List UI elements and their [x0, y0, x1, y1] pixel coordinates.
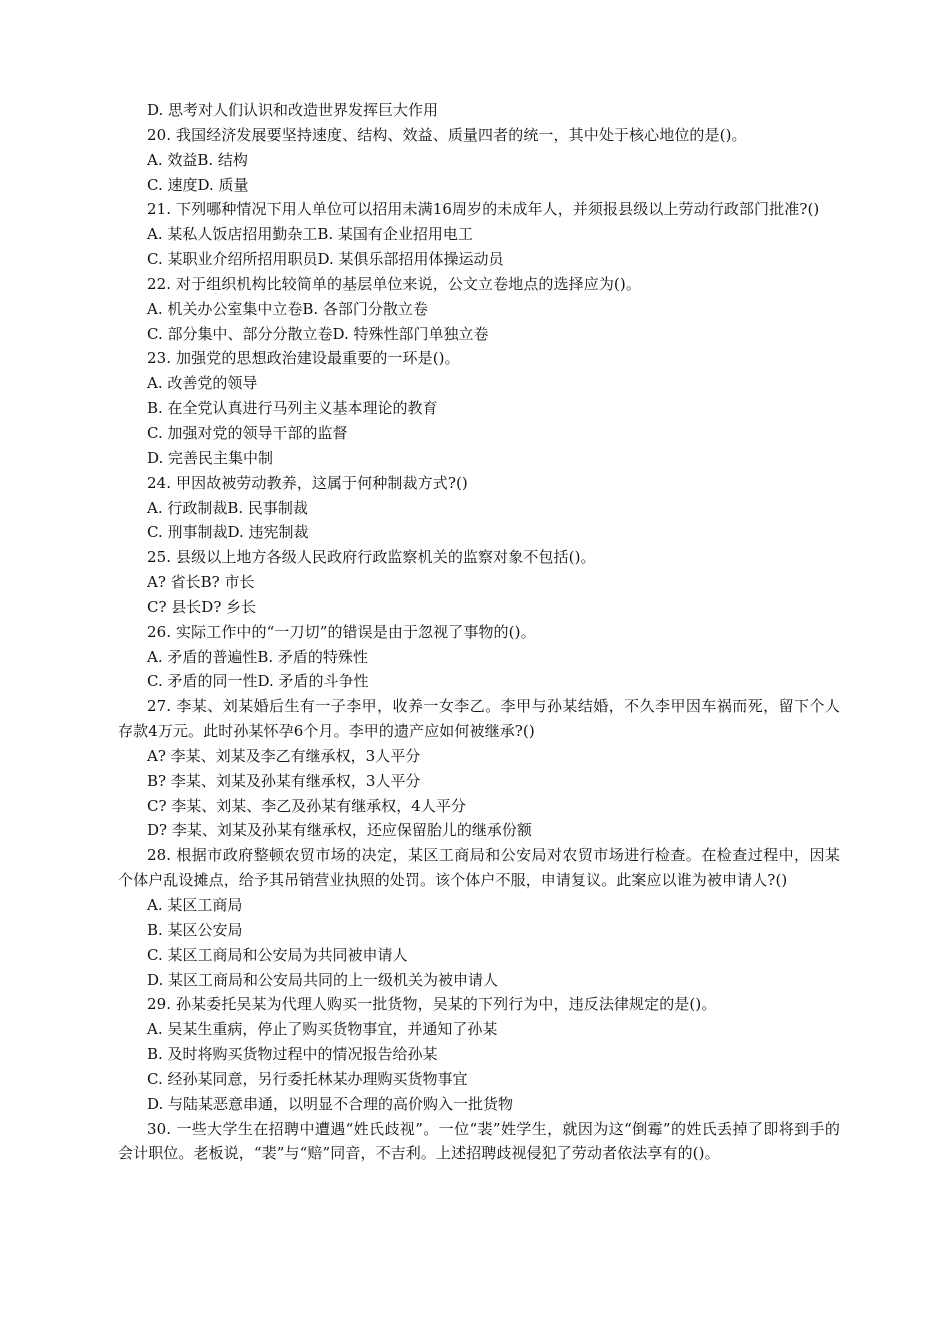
option-text: C. 刑事制裁D. 违宪制裁	[147, 523, 309, 542]
question-text: 29. 孙某委托吴某为代理人购买一批货物，吴某的下列行为中，违反法律规定的是()。	[147, 995, 717, 1014]
option-text: C. 某区工商局和公安局为共同被申请人	[147, 945, 408, 964]
option-text: D. 与陆某恶意串通，以明显不合理的高价购入一批货物	[147, 1094, 514, 1113]
option-text: B. 某区公安局	[147, 920, 243, 939]
option-text: A. 效益B. 结构	[147, 150, 248, 169]
question-text: 20. 我国经济发展要坚持速度、结构、效益、质量四者的统一，其中处于核心地位的是()。	[147, 125, 747, 144]
option-text: D. 完善民主集中制	[147, 448, 274, 467]
option-text: C? 县长D? 乡长	[147, 597, 257, 616]
option-text: A? 李某、刘某及李乙有继承权，3人平分	[147, 746, 421, 765]
option-text: D? 李某、刘某及孙某有继承权，还应保留胎儿的继承份额	[147, 821, 532, 840]
option-text: B? 李某、刘某及孙某有继承权，3人平分	[147, 771, 421, 790]
option-text: C. 加强对党的领导干部的监督	[147, 423, 348, 442]
option-text: C. 经孙某同意，另行委托林某办理购买货物事宜	[147, 1069, 468, 1088]
option-text: C? 李某、刘某、李乙及孙某有继承权，4人平分	[147, 796, 466, 815]
option-text: A. 改善党的领导	[147, 374, 258, 393]
question-text: 30. 一些大学生在招聘中遭遇“姓氏歧视”。一位“裴”姓学生，就因为这“倒霉”的姓氏丢掉了即将到手的会计职位。老板说，“裴”与“赔”同音，不吉利。上述招聘歧视侵犯了劳动者依法享有的()。	[118, 1119, 840, 1163]
option-text: A. 行政制裁B. 民事制裁	[147, 498, 308, 517]
option-text: A. 机关办公室集中立卷B. 各部门分散立卷	[147, 299, 428, 318]
option-text: C. 部分集中、部分分散立卷D. 特殊性部门单独立卷	[147, 324, 489, 343]
option-text: A. 吴某生重病，停止了购买货物事宜，并通知了孙某	[147, 1020, 498, 1039]
option-text: A. 某私人饭店招用勤杂工B. 某国有企业招用电工	[147, 225, 473, 244]
question-text: 24. 甲因故被劳动教养，这属于何种制裁方式?()	[147, 473, 468, 492]
question-text: 25. 县级以上地方各级人民政府行政监察机关的监察对象不包括()。	[147, 548, 596, 567]
option-text: C. 矛盾的同一性D. 矛盾的斗争性	[147, 672, 369, 691]
option-text: B. 及时将购买货物过程中的情况报告给孙某	[147, 1045, 438, 1064]
question-text: 21. 下列哪种情况下用人单位可以招用未满16周岁的未成年人，并须报县级以上劳动行政部门批准?()	[147, 200, 820, 219]
document-page	[118, 98, 840, 1166]
option-text: A. 某区工商局	[147, 896, 243, 914]
option-text: D. 思考对人们认识和改造世界发挥巨大作用	[147, 101, 439, 119]
option-text: A. 矛盾的普遍性B. 矛盾的特殊性	[147, 647, 368, 666]
option-text: B. 在全党认真进行马列主义基本理论的教育	[147, 399, 438, 418]
question-text: 23. 加强党的思想政治建设最重要的一环是()。	[147, 349, 460, 368]
question-text: 28. 根据市政府整顿农贸市场的决定，某区工商局和公安局对农贸市场进行检查。在检查过程中，因某个体户乱设摊点，给予其吊销营业执照的处罚。该个体户不服，申请复议。此案应以谁为被申请人?()	[118, 846, 840, 890]
question-text: 22. 对于组织机构比较简单的基层单位来说，公文立卷地点的选择应为()。	[147, 274, 641, 293]
option-text: D. 某区工商局和公安局共同的上一级机关为被申请人	[147, 970, 499, 989]
option-text: A? 省长B? 市长	[147, 573, 255, 592]
question-text: 26. 实际工作中的“一刀切”的错误是由于忽视了事物的()。	[147, 622, 536, 641]
option-text: C. 速度D. 质量	[147, 175, 249, 194]
question-text: 27. 李某、刘某婚后生有一子李甲，收养一女李乙。李甲与孙某结婚，不久李甲因车祸而死，留下个人存款4万元。此时孙某怀孕6个月。李甲的遗产应如何被继承?()	[118, 697, 840, 741]
option-text: C. 某职业介绍所招用职员D. 某俱乐部招用体操运动员	[147, 250, 504, 269]
